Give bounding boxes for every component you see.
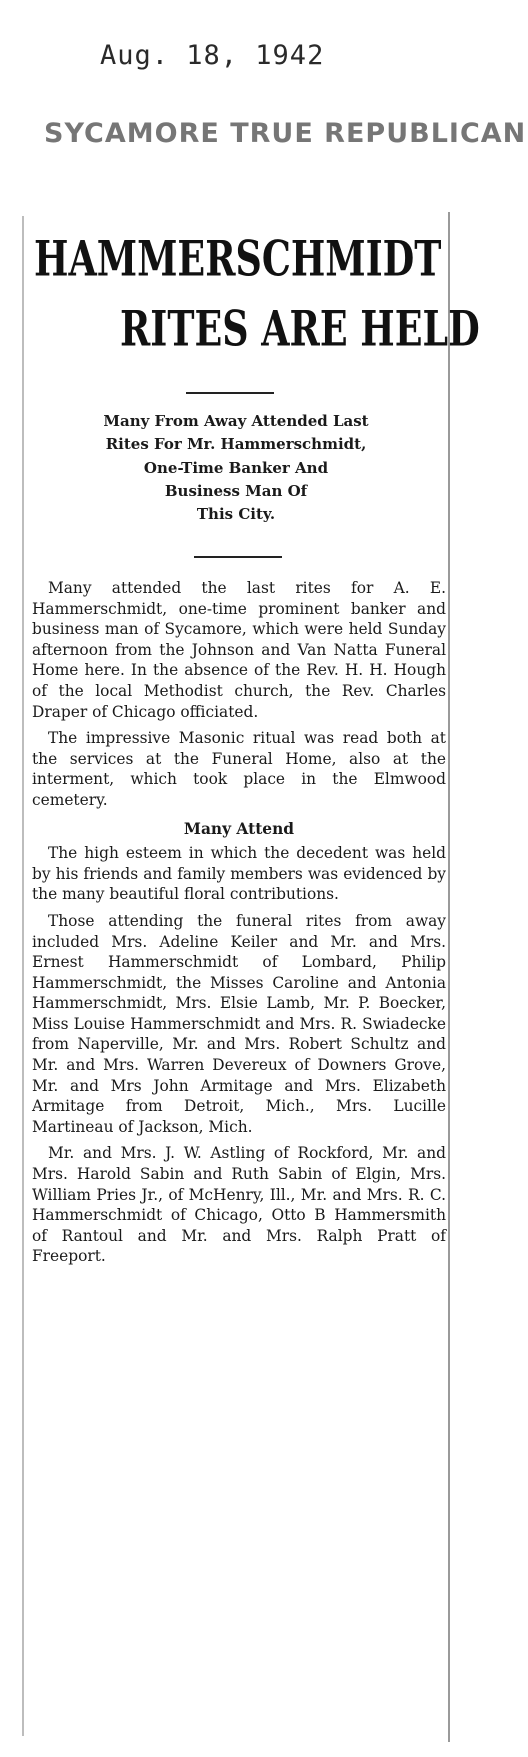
deck-line: Business Man Of — [164, 481, 308, 500]
headline-divider — [186, 392, 274, 394]
deck-line: Rites For Mr. Hammerschmidt, — [105, 435, 367, 454]
article-paragraph: The impressive Masonic ritual was read both at the services at the Funeral Home, also at the interment, which took place in the Elmwood cemetery. — [32, 729, 446, 809]
article-paragraph: Many attended the last rites for A. E. Hammerschmidt, one-time prominent banker and business man of Sycamore, which were held Sunday afternoon from the Johnson and Van Natta Funeral Home here. In the absence of the Rev. H. H. Hough of the local Methodist church, the Rev. Charles Draper of Chicago officiated. — [32, 579, 446, 721]
article-deck — [26, 410, 446, 526]
article-paragraph: Mr. and Mrs. J. W. Astling of Rockford, Mr. and Mrs. Harold Sabin and Ruth Sabin of Elgin, Mrs. William Pries Jr., of McHenry, Ill., Mr. and Mrs. R. C. Hammerschmidt of Chicago, Otto B Hammersmith of Rantoul and Mr. and Mrs. Ralph Pratt of Freeport. — [32, 1144, 446, 1266]
newspaper-clipping — [26, 212, 480, 1742]
deck-line: Many From Away Attended Last — [103, 412, 369, 430]
headline-line-1: HAMMERSCHMIDT — [34, 230, 442, 288]
deck-line: This City. — [196, 505, 276, 524]
article-paragraph: The high esteem in which the decedent was held by his friends and family members was evidenced by the many beautiful floral contributions. — [32, 844, 446, 904]
deck-divider — [194, 556, 282, 558]
clipping-left-edge — [22, 216, 24, 1736]
clipping-right-edge — [448, 212, 450, 1742]
article-body — [32, 578, 446, 1273]
newspaper-masthead: SYCAMORE TRUE REPUBLICAN — [44, 118, 527, 149]
clipping-date: Aug. 18, 1942 — [100, 40, 325, 71]
headline-line-2: RITES ARE HELD — [120, 300, 480, 358]
deck-line: One-Time Banker And — [143, 458, 329, 477]
article-subhead: Many Attend — [183, 819, 295, 838]
article-paragraph: Those attending the funeral rites from away included Mrs. Adeline Keiler and Mr. and Mrs. Ernest Hammerschmidt of Lombard, Philip Hammerschmidt, the Misses Caroline and Antonia Hammerschmidt, Mrs. Elsie Lamb, Mr. P. Boecker, Miss Louise Hammerschmidt and Mrs. R. Swiadecke from Naperville, Mr. and Mrs. Robert Schultz and Mr. and Mrs. Warren Devereux of Downers Grove, Mr. and Mrs John Armitage and Mrs. Elizabeth Armitage from Detroit, Mich., Mrs. Lucille Martineau of Jackson, Mich. — [32, 911, 446, 1136]
